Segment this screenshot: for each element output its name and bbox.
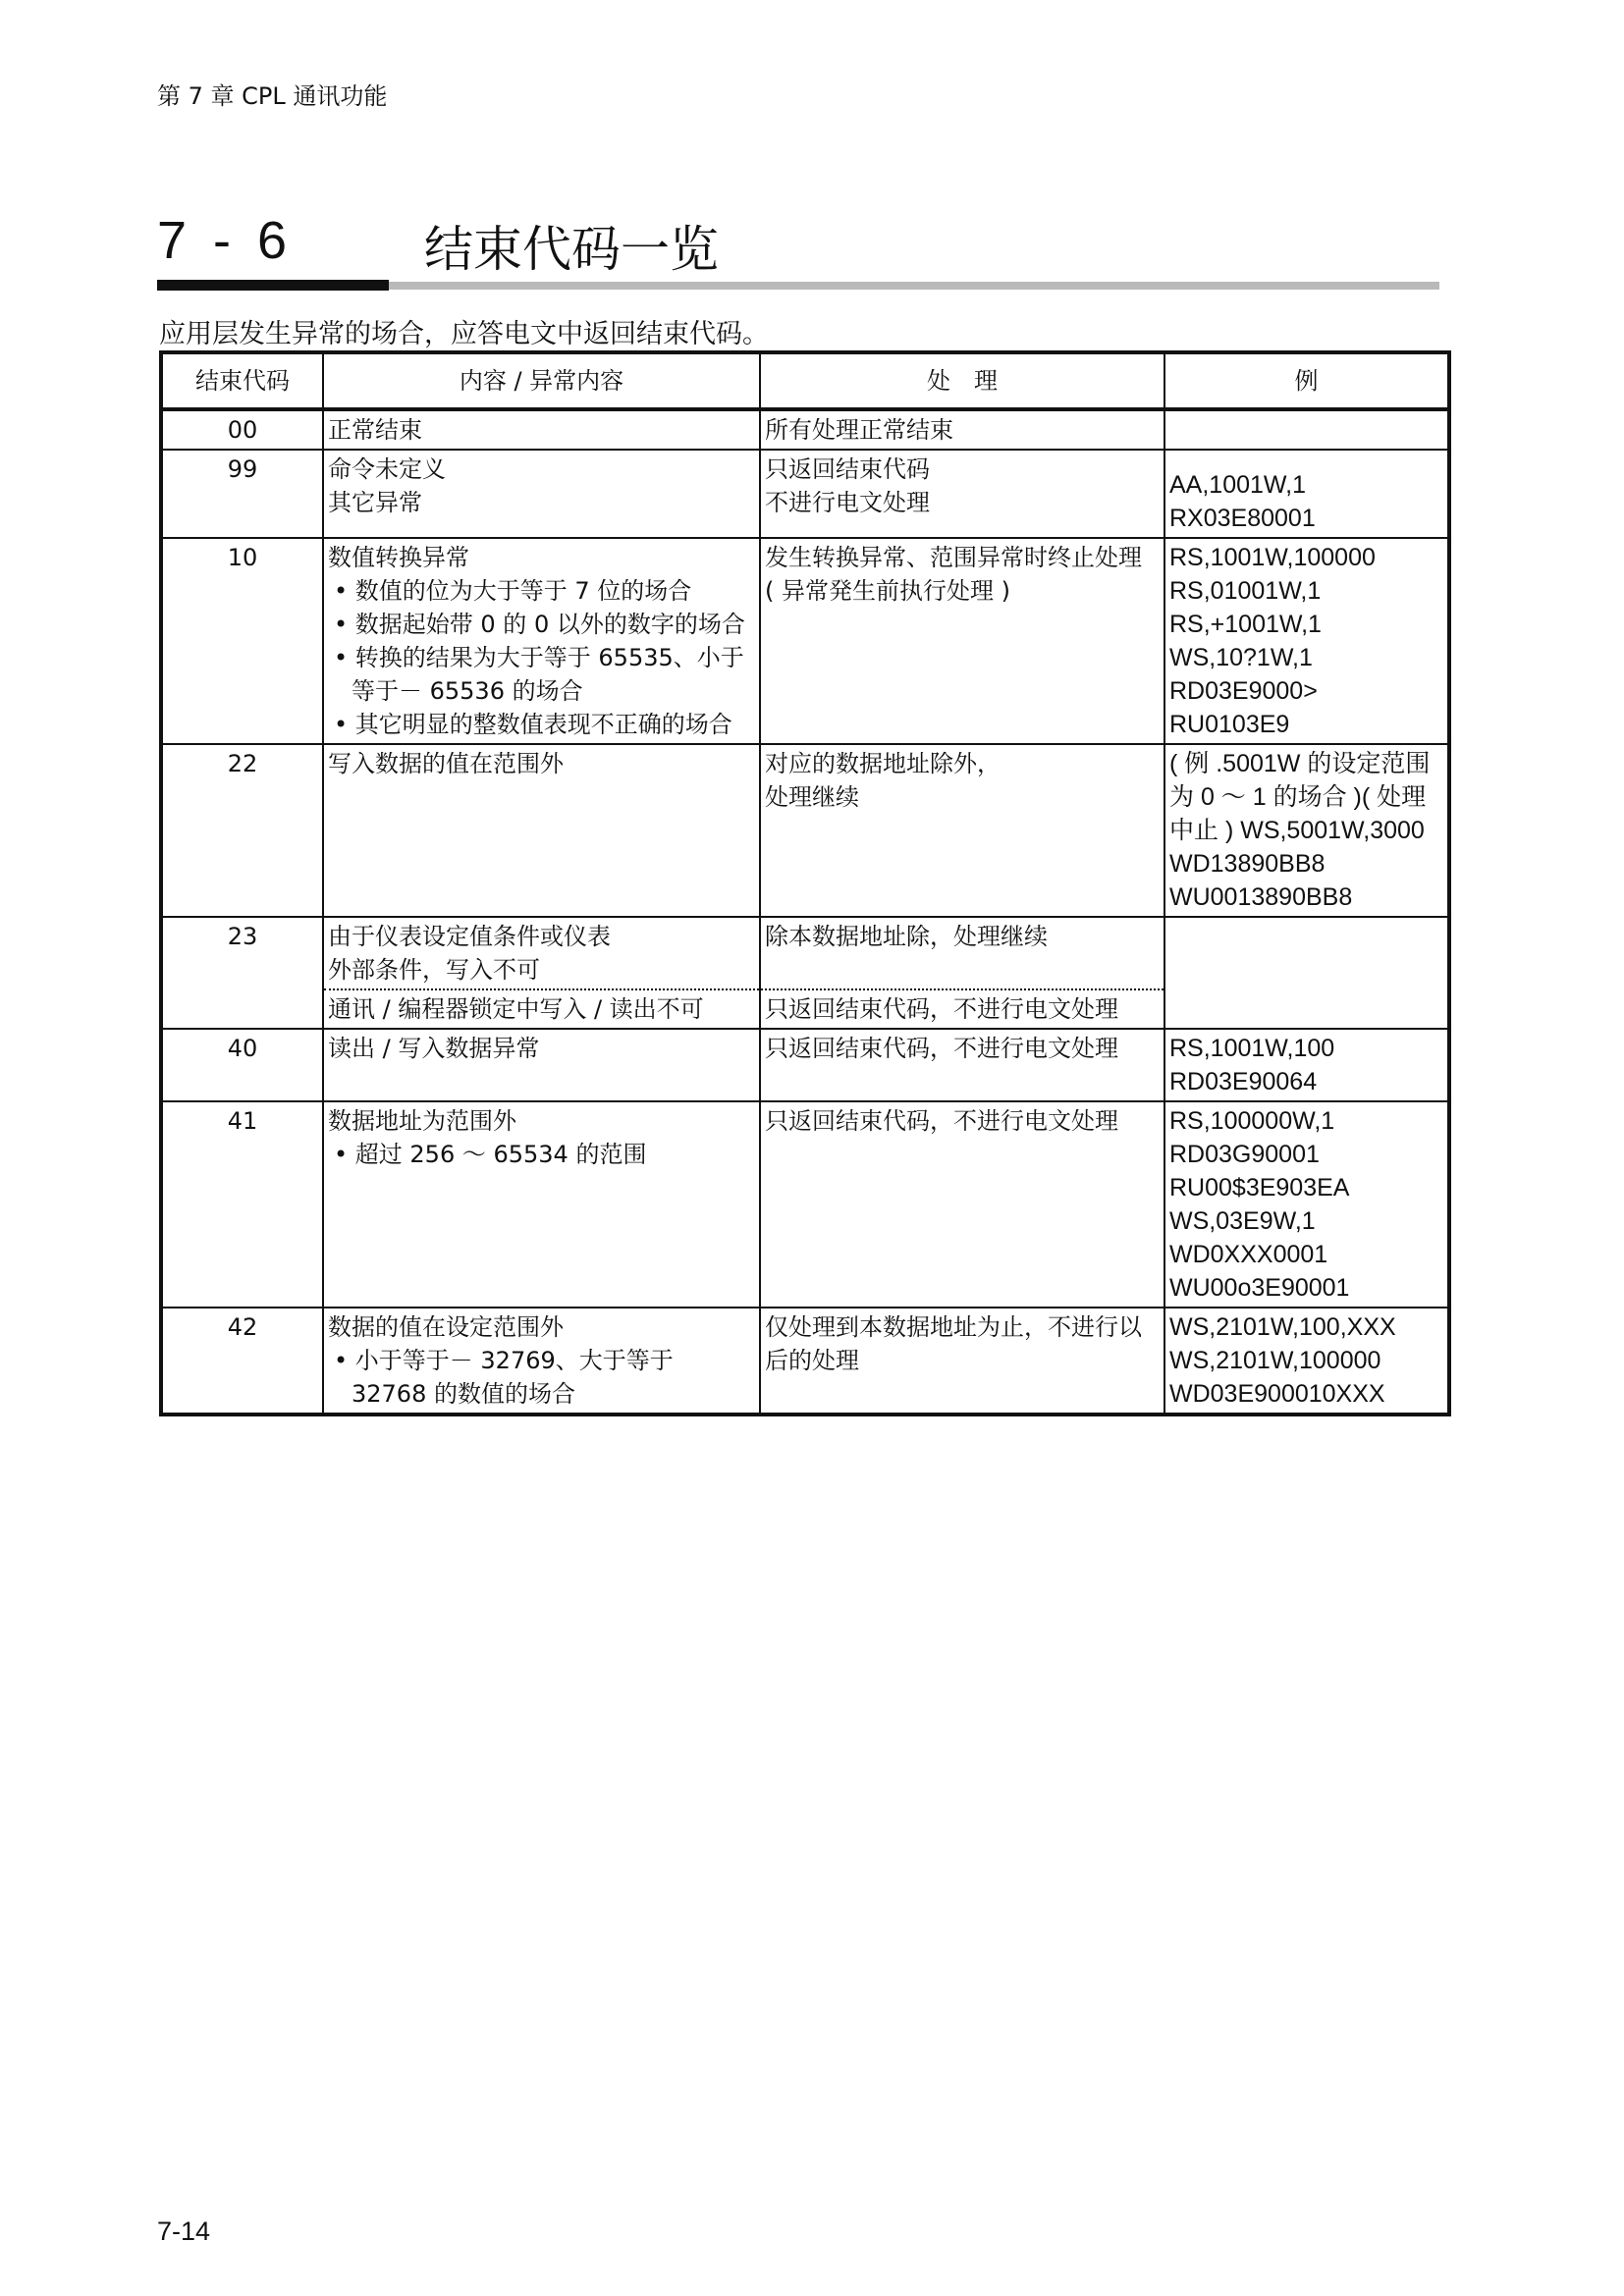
table-row	[161, 744, 1449, 917]
example-cell: AA,1001W,1 RX03E80001	[1164, 450, 1449, 538]
table-row	[161, 538, 1449, 744]
process-cell: 发生转换异常、范围异常时终止处理 ( 异常発生前执行处理 )	[760, 538, 1164, 744]
example-cell: RS,1001W,100 RD03E90064	[1164, 1029, 1449, 1101]
header-content: 内容 / 异常内容	[323, 352, 760, 409]
end-code-table	[159, 350, 1451, 1416]
end-code: 10	[161, 538, 323, 744]
end-code: 42	[161, 1308, 323, 1415]
header-process: 处 理	[760, 352, 1164, 409]
example-cell: RS,1001W,100000 RS,01001W,1 RS,+1001W,1 WS,10?1W,1 RD03E9000> RU0103E9	[1164, 538, 1449, 744]
running-header: 第 7 章 CPL 通讯功能	[157, 82, 388, 110]
end-code: 41	[161, 1101, 323, 1308]
table-row	[161, 409, 1449, 450]
example-cell	[1164, 409, 1449, 450]
example-cell	[1164, 917, 1449, 1029]
content-cell: 数据地址为范围外 • 超过 256 ～ 65534 的范围	[323, 1101, 760, 1308]
header-example: 例	[1164, 352, 1449, 409]
example-cell: RS,100000W,1 RD03G90001 RU00$3E903EA WS,03E9W,1 WD0XXX0001 WU00o3E90001	[1164, 1101, 1449, 1308]
table-row	[161, 1101, 1449, 1308]
table-row	[161, 450, 1449, 538]
end-code: 99	[161, 450, 323, 538]
section-number: 7 - 6	[157, 211, 294, 270]
content-cell: 命令未定义 其它异常	[323, 450, 760, 538]
end-code: 22	[161, 744, 323, 917]
end-code: 40	[161, 1029, 323, 1101]
section-rule	[389, 282, 1439, 290]
section-title: 结束代码一览	[424, 221, 719, 278]
content-cell: 写入数据的值在范围外	[323, 744, 760, 917]
header-code: 结束代码	[161, 352, 323, 409]
section-rule-accent	[157, 280, 389, 291]
process-cell: 除本数据地址除，处理继续	[760, 917, 1164, 989]
content-cell: 读出 / 写入数据异常	[323, 1029, 760, 1101]
content-cell: 正常结束	[323, 409, 760, 450]
content-cell: 由于仪表设定值条件或仪表 外部条件，写入不可	[323, 917, 760, 989]
process-cell: 对应的数据地址除外， 处理继续	[760, 744, 1164, 917]
content-cell: 数据的值在设定范围外 • 小于等于－ 32769、大于等于 32768 的数值的场合	[323, 1308, 760, 1415]
end-code: 00	[161, 409, 323, 450]
table-row	[161, 917, 1449, 989]
process-cell: 只返回结束代码 不进行电文处理	[760, 450, 1164, 538]
table-row	[161, 1308, 1449, 1415]
table-header-row	[161, 352, 1449, 409]
table-row	[161, 1029, 1449, 1101]
page-number: 7-14	[157, 2216, 211, 2246]
process-cell: 只返回结束代码，不进行电文处理	[760, 1101, 1164, 1308]
process-cell: 只返回结束代码，不进行电文处理	[760, 1029, 1164, 1101]
example-cell: WS,2101W,100,XXX WS,2101W,100000 WD03E900010XXX	[1164, 1308, 1449, 1415]
end-code: 23	[161, 917, 323, 1029]
process-cell: 只返回结束代码，不进行电文处理	[760, 989, 1164, 1029]
process-cell: 仅处理到本数据地址为止，不进行以后的处理	[760, 1308, 1164, 1415]
example-cell: ( 例 .5001W 的设定范围为 0 ～ 1 的场合 )( 处理中止 ) WS,5001W,3000 WD13890BB8 WU0013890BB8	[1164, 744, 1449, 917]
process-cell: 所有处理正常结束	[760, 409, 1164, 450]
content-cell: 通讯 / 编程器锁定中写入 / 读出不可	[323, 989, 760, 1029]
content-cell: 数值转换异常 • 数值的位为大于等于 7 位的场合 • 数据起始带 0 的 0 以外的数字的场合 • 转换的结果为大于等于 65535、小于等于－ 65536 的场合 • 其它明显的整数值表现不正确的场合	[323, 538, 760, 744]
intro-text: 应用层发生异常的场合，应答电文中返回结束代码。	[159, 319, 769, 349]
